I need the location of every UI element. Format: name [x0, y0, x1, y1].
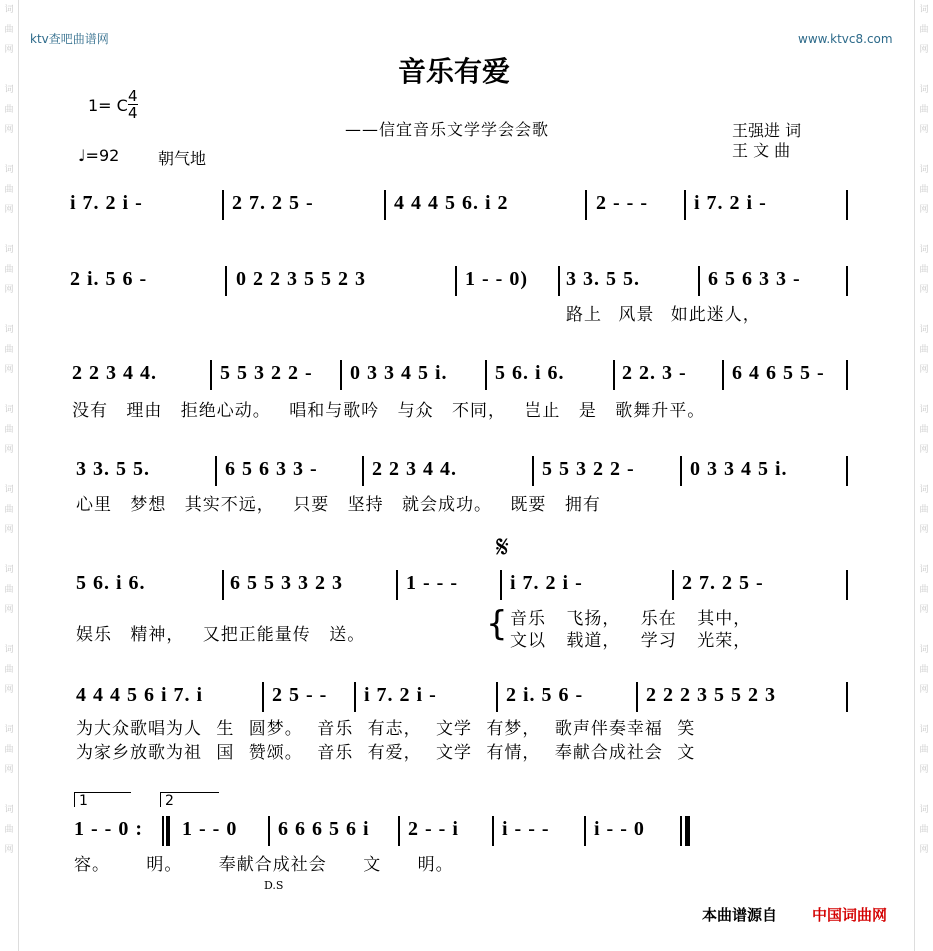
volta-first-ending: 1 — [74, 792, 131, 807]
repeat-barline-thick — [166, 816, 170, 846]
row5-measure4: i 7. 2 i - — [510, 572, 583, 594]
row1-measure3: 4 4 4 5 6. i 2 — [394, 192, 509, 214]
barline — [672, 570, 674, 600]
row6-measure1: 4 4 4 5 6 i 7. i — [76, 684, 204, 706]
barline — [846, 682, 848, 712]
watermark-left[interactable]: ktv查吧曲谱网 — [30, 32, 109, 46]
barline — [210, 360, 212, 390]
time-signature: 4 4 — [128, 87, 138, 122]
row5-measure1: 5 6. i 6. — [76, 572, 146, 594]
row2-measure5: 6 5 6 3 3 - — [708, 268, 801, 290]
barline — [532, 456, 534, 486]
row4-measure3: 2 2 3 4 4. — [372, 458, 457, 480]
row6-measure3: i 7. 2 i - — [364, 684, 437, 706]
footer-source-link[interactable]: 中国词曲网 — [812, 906, 888, 924]
tempo-mark: ♩=92 — [78, 146, 120, 165]
row4-measure2: 6 5 6 3 3 - — [225, 458, 318, 480]
row4-measure1: 3 3. 5 5. — [76, 458, 150, 480]
row1-measure5: i 7. 2 i - — [694, 192, 767, 214]
row2-measure2: 0 2 2 3 5 5 2 3 — [236, 268, 366, 290]
composer: 王 文 曲 — [732, 141, 791, 160]
barline — [698, 266, 700, 296]
final-barline-thick — [685, 816, 690, 846]
barline — [684, 190, 686, 220]
barline — [362, 456, 364, 486]
row5-lyrics-main: 娱乐 精神， 又把正能量传 送。 — [76, 625, 366, 645]
key-signature: 1= C — [88, 96, 128, 115]
barline — [492, 816, 494, 846]
row6-lyrics-verse2: 为家乡放歌为祖 国 赞颂。 音乐 有爱， 文学 有情， 奉献合成社会 文 — [76, 743, 696, 763]
repeat-barline-thin — [162, 816, 164, 846]
barline — [846, 360, 848, 390]
barline — [846, 570, 848, 600]
row6-measure5: 2 2 2 3 5 5 2 3 — [646, 684, 776, 706]
barline — [846, 266, 848, 296]
row6-measure4: 2 i. 5 6 - — [506, 684, 584, 706]
segno-sign: 𝄋 — [496, 530, 509, 565]
row3-measure2: 5 5 3 2 2 - — [220, 362, 313, 384]
left-watermark-strip: 词 曲 网 词 曲 网 词 曲 网 词 曲 网 词 曲 网 词 曲 网 词 曲 网 词 曲 网 词 曲 网 词 曲 网 词 曲 网 — [0, 0, 19, 951]
row3-measure3: 0 3 3 4 5 i. — [350, 362, 448, 384]
verse-brace: { — [486, 604, 508, 644]
row3-measure5: 2 2. 3 - — [622, 362, 687, 384]
barline — [396, 570, 398, 600]
row5-measure5: 2 7. 2 5 - — [682, 572, 764, 594]
barline — [613, 360, 615, 390]
row2-measure1: 2 i. 5 6 - — [70, 268, 148, 290]
barline — [354, 682, 356, 712]
barline — [496, 682, 498, 712]
barline — [222, 570, 224, 600]
barline — [384, 190, 386, 220]
footer-source-label: 本曲谱源自 — [702, 906, 778, 924]
row3-lyrics: 没有 理由 拒绝心动。 唱和与歌吟 与众 不同， 岂止 是 歌舞升平。 — [72, 401, 706, 421]
row3-measure4: 5 6. i 6. — [495, 362, 565, 384]
barline — [222, 190, 224, 220]
row7-measure6: i - - 0 — [594, 818, 645, 840]
row7-lyrics: 容。 明。 奉献合成社会 文 明。 — [74, 855, 454, 875]
row5-measure2: 6 5 5 3 3 2 3 — [230, 572, 343, 594]
row7-measure4: 2 - - i — [408, 818, 459, 840]
barline — [846, 190, 848, 220]
mood-mark: 朝气地 — [158, 149, 207, 168]
barline — [268, 816, 270, 846]
song-subtitle: ——信宜音乐文学学会会歌 — [345, 120, 550, 139]
barline — [485, 360, 487, 390]
row1-measure4: 2 - - - — [596, 192, 648, 214]
barline — [585, 190, 587, 220]
ds-mark: D.S — [264, 879, 284, 892]
row1-measure1: i 7. 2 i - — [70, 192, 143, 214]
row4-measure4: 5 5 3 2 2 - — [542, 458, 635, 480]
barline — [722, 360, 724, 390]
row6-lyrics-verse1: 为大众歌唱为人 生 圆梦。 音乐 有志， 文学 有梦， 歌声伴奏幸福 笑 — [76, 719, 696, 739]
barline — [500, 570, 502, 600]
barline — [398, 816, 400, 846]
barline — [455, 266, 457, 296]
row7-measure2: 1 - - 0 — [182, 818, 238, 840]
row2-measure4: 3 3. 5 5. — [566, 268, 640, 290]
song-title: 音乐有爱 — [398, 55, 511, 88]
barline — [340, 360, 342, 390]
row1-measure2: 2 7. 2 5 - — [232, 192, 314, 214]
row7-measure1: 1 - - 0 : — [74, 818, 143, 840]
barline — [636, 682, 638, 712]
lyricist: 王强进 词 — [732, 121, 802, 140]
barline — [215, 456, 217, 486]
row2-lyrics: 路上 风景 如此迷人， — [566, 305, 761, 325]
watermark-right[interactable]: www.ktvc8.com — [798, 32, 893, 46]
row5-lyrics-verse1: 音乐 飞扬， 乐在 其中， — [510, 609, 752, 629]
row5-lyrics-verse2: 文以 载道， 学习 光荣， — [510, 631, 752, 651]
row2-measure3: 1 - - 0) — [465, 268, 528, 290]
row7-measure3: 6 6 6 5 6 i — [278, 818, 370, 840]
barline — [680, 456, 682, 486]
barline — [584, 816, 586, 846]
barline — [225, 266, 227, 296]
row3-measure1: 2 2 3 4 4. — [72, 362, 157, 384]
right-watermark-strip: 词 曲 网 词 曲 网 词 曲 网 词 曲 网 词 曲 网 词 曲 网 词 曲 网 词 曲 网 词 曲 网 词 曲 网 词 曲 网 — [914, 0, 933, 951]
row3-measure6: 6 4 6 5 5 - — [732, 362, 825, 384]
volta-second-ending: 2 — [160, 792, 219, 807]
row7-measure5: i - - - — [502, 818, 550, 840]
final-barline-thin — [680, 816, 682, 846]
barline — [846, 456, 848, 486]
row5-measure3: 1 - - - — [406, 572, 458, 594]
barline — [262, 682, 264, 712]
row4-measure5: 0 3 3 4 5 i. — [690, 458, 788, 480]
row6-measure2: 2 5 - - — [272, 684, 328, 706]
barline — [558, 266, 560, 296]
row4-lyrics: 心里 梦想 其实不远， 只要 坚持 就会成功。 既要 拥有 — [76, 495, 601, 515]
